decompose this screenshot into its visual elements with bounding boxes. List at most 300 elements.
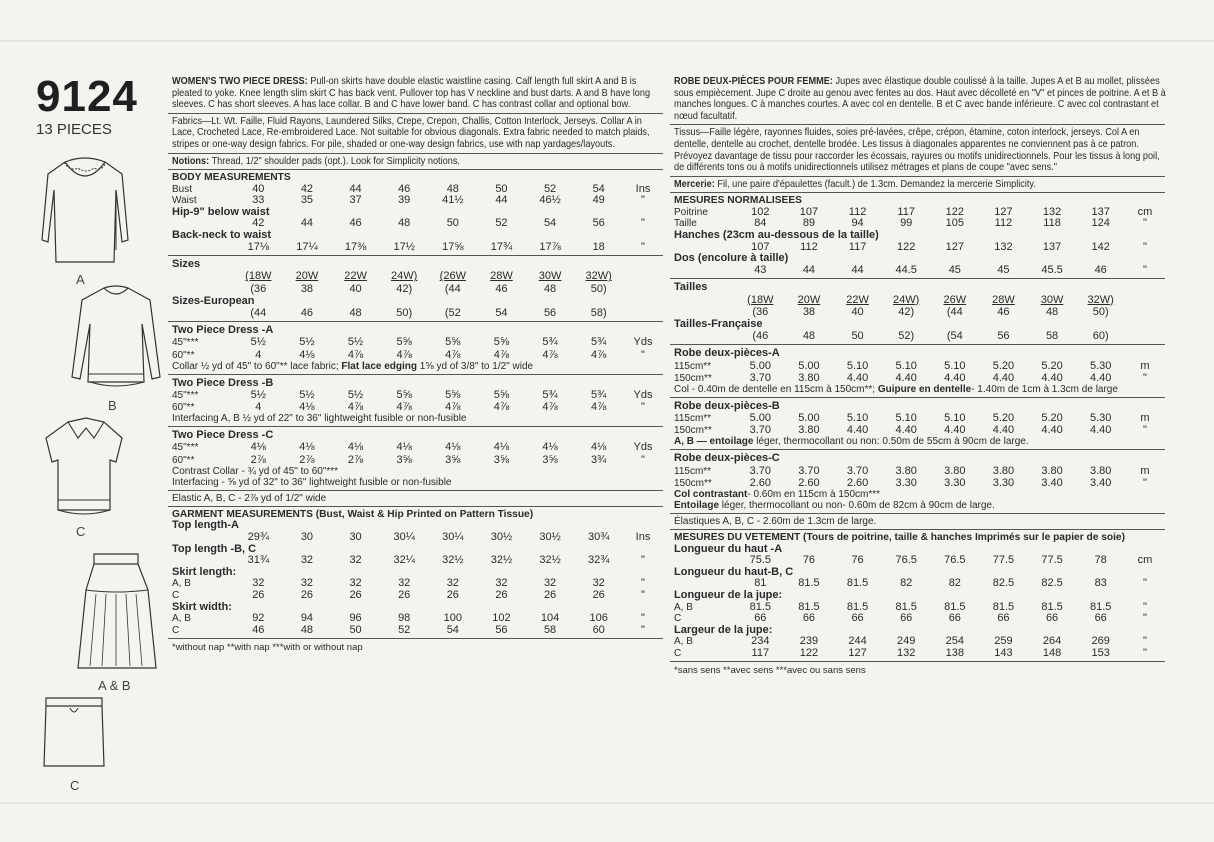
table-cell: 4⅞	[591, 401, 607, 414]
table-cell: cm	[1137, 205, 1153, 218]
table-cell: 4⅛	[347, 441, 364, 454]
metrage-a-fr	[670, 344, 1165, 397]
row-label: Longueur du haut -A	[674, 542, 783, 555]
table-cell: 60)	[1092, 330, 1109, 343]
table-cell: (26W	[439, 270, 466, 283]
table-cell: A, B	[674, 636, 693, 648]
table-cell: 3.80	[798, 371, 820, 384]
table-cell: 5¾	[542, 388, 558, 401]
table-cell: 107	[751, 240, 770, 253]
table-cell: Poitrine	[674, 206, 708, 218]
table-cell: "	[641, 577, 645, 590]
table-cell: 30¼	[442, 530, 464, 543]
view-b-top-drawing	[64, 282, 174, 402]
table-cell: 52	[495, 217, 508, 230]
table-cell: 28W	[992, 293, 1015, 306]
garment-measurements-en	[168, 506, 663, 638]
table-cell: 38	[300, 282, 314, 295]
table-cell: 48	[300, 623, 314, 636]
table-cell: 30¾	[587, 530, 610, 543]
footnote-fr: *sans sens **avec sens ***avec ou sans sens	[670, 661, 1165, 676]
table-cell: 4⅞	[542, 401, 558, 414]
table-cell: 5.30	[1089, 359, 1112, 372]
contrast-collar-note-en: Contrast Collar - ¾ yd of 45" to 60"***	[172, 465, 339, 477]
table-cell: 32	[349, 577, 362, 590]
table-cell: (54	[946, 330, 963, 343]
table-cell: 58	[543, 623, 557, 636]
table-cell: 32½	[490, 554, 513, 567]
table-cell: 150cm**	[674, 372, 712, 384]
table-cell: 54	[446, 623, 459, 636]
table-cell: 100	[443, 612, 462, 625]
table-cell: 3⅝	[445, 453, 461, 466]
table-cell: 5⅝	[396, 336, 412, 349]
table-cell: (44	[946, 305, 963, 318]
table-cell: 32½	[539, 554, 561, 567]
table-cell: 45.5	[1041, 263, 1063, 276]
table-row	[674, 330, 1165, 342]
table-row	[172, 532, 663, 544]
table-cell: 3.40	[1041, 476, 1063, 489]
table-cell: 26	[398, 588, 411, 601]
table-cell: "	[1143, 424, 1147, 437]
table-cell: 4⅛	[591, 441, 607, 454]
table-cell: 115cm**	[674, 360, 712, 372]
table-cell: 89	[802, 217, 816, 230]
sizes-label-en: Sizes	[172, 258, 201, 271]
table-cell: 98	[398, 612, 411, 625]
table-cell: 26	[300, 588, 314, 601]
table-cell: 46	[252, 623, 265, 636]
table-cell: Yds	[633, 336, 653, 349]
table-cell: 42	[252, 217, 265, 230]
note-text: Guipure en dentelle	[877, 383, 972, 395]
table-cell: 117	[751, 646, 770, 659]
table-cell: 3.80	[1041, 464, 1063, 477]
table-cell: 17⅝	[442, 240, 464, 253]
elastic-note-en: Elastic A, B, C - 2⅞ yd of 1/2" wide	[172, 492, 327, 504]
table-cell: 3.80	[1089, 464, 1112, 477]
body-measurements-en	[168, 169, 663, 255]
table-cell: 66	[997, 612, 1010, 625]
table-cell: 81.5	[846, 577, 869, 590]
table-cell: 32	[398, 577, 411, 590]
table-cell: 81	[754, 577, 767, 590]
note-text: Entoilage	[674, 500, 720, 512]
table-cell: 40	[349, 282, 362, 295]
table-row	[172, 613, 663, 625]
table-cell: 4	[255, 348, 262, 361]
table-cell: 5¾	[542, 336, 558, 349]
table-cell: 30½	[490, 530, 513, 543]
table-cell: 4⅛	[299, 441, 315, 454]
table-cell: 4.40	[992, 424, 1015, 437]
table-cell: 5½	[299, 336, 315, 349]
table-cell: 48	[802, 330, 816, 343]
table-cell: 66	[851, 612, 864, 625]
table-cell: 60"**	[172, 402, 195, 414]
table-cell: 45"***	[172, 337, 199, 349]
table-cell: C	[172, 589, 180, 601]
table-cell: (44	[250, 306, 267, 319]
table-cell: 50	[851, 330, 864, 343]
table-cell: 4⅛	[493, 441, 510, 454]
table-row	[172, 578, 663, 590]
table-cell: 4⅞	[445, 348, 461, 361]
table-cell: 76	[851, 554, 864, 567]
table-cell: 78	[1094, 554, 1107, 567]
row-label: Back-neck to waist	[172, 229, 272, 242]
table-cell: 54	[592, 182, 605, 195]
table-cell: 5⅝	[493, 388, 510, 401]
view-heading: Robe deux-pièces-C	[674, 452, 780, 465]
table-cell: 52	[398, 623, 411, 636]
notions-label-en: Notions:	[172, 155, 210, 167]
french-column	[670, 74, 1165, 676]
table-cell: (18W	[747, 293, 774, 306]
table-cell: 44.5	[895, 263, 917, 276]
table-cell: 82	[948, 577, 961, 590]
table-cell: 259	[994, 635, 1013, 648]
table-cell: 5⅝	[445, 336, 461, 349]
table-row	[674, 477, 1165, 489]
collar-note-en	[172, 361, 663, 372]
table-cell: 115cm**	[674, 465, 712, 477]
table-cell: "	[641, 240, 645, 253]
table-cell: "	[641, 217, 645, 230]
paper-crease	[0, 802, 1214, 804]
note-text: léger, thermocollant ou non: 0.50m de 55cm à 90cm de large.	[756, 436, 1029, 448]
table-cell: 26	[543, 588, 557, 601]
table-cell: 4.40	[1089, 424, 1112, 437]
table-cell: 132	[897, 646, 916, 659]
table-row	[172, 283, 663, 295]
table-row	[674, 294, 1165, 306]
table-cell: 3.30	[944, 476, 966, 489]
table-cell: 150cm**	[674, 425, 712, 437]
table-cell: 132	[1042, 205, 1062, 218]
table-cell: 3⅝	[493, 453, 510, 466]
table-cell: 122	[897, 240, 916, 253]
table-cell: 112	[994, 217, 1013, 230]
table-cell: 107	[799, 205, 819, 218]
table-cell: 18	[592, 240, 605, 253]
interfacing-c-note-en: Interfacing - ⅝ yd of 32" to 36" lightweight fusible or non-fusible	[172, 476, 452, 488]
table-cell: 42)	[396, 282, 413, 295]
table-cell: 4.40	[944, 424, 966, 437]
table-cell: 4⅞	[347, 348, 364, 361]
table-cell: "	[1143, 635, 1147, 648]
table-cell: (44	[444, 282, 461, 295]
col-contrast-note-fr	[674, 489, 1165, 500]
sizes-french-label: Tailles-Française	[674, 317, 763, 330]
note-text: Collar ½ yd of 45" to 60"** lace fabric;	[172, 360, 339, 372]
table-cell: A, B	[674, 601, 693, 613]
table-cell: 94	[300, 612, 314, 625]
table-cell: "	[1143, 476, 1147, 489]
table-cell: 35	[300, 194, 314, 207]
table-cell: m	[1140, 412, 1150, 425]
table-cell: 4.40	[846, 371, 869, 384]
table-cell: 5½	[299, 388, 315, 401]
table-cell: 5.00	[798, 412, 820, 425]
table-row	[172, 389, 663, 401]
table-cell: 2.60	[846, 476, 869, 489]
fabrics-label-fr: Tissus	[674, 127, 701, 139]
note-text: léger, thermocollant ou non- 0.60m de 82cm à 90cm de large.	[721, 500, 995, 512]
table-cell: C	[674, 647, 682, 659]
row-label: Skirt length:	[172, 565, 237, 578]
table-cell: 48	[1045, 305, 1059, 318]
table-cell: 40	[851, 305, 864, 318]
paper-crease	[0, 40, 1214, 42]
table-cell: 99	[900, 217, 913, 230]
sizes-label-fr: Tailles	[674, 281, 708, 294]
table-cell: 32	[495, 577, 508, 590]
table-cell: 32	[349, 554, 362, 567]
table-cell: 44	[300, 217, 314, 230]
table-cell: 102	[751, 205, 770, 218]
table-cell: Bust	[172, 183, 193, 195]
table-cell: 60"**	[172, 349, 195, 361]
view-heading: Two Piece Dress -C	[172, 429, 274, 442]
table-cell: 5.20	[1041, 412, 1063, 425]
table-cell: 118	[1043, 217, 1061, 230]
table-cell: (36	[752, 305, 769, 318]
pieces-count: 13 PIECES	[36, 121, 112, 138]
table-cell: "	[641, 401, 645, 414]
note-text: Flat lace edging	[341, 360, 417, 372]
table-cell: 82.5	[992, 577, 1015, 590]
view-heading: Two Piece Dress -B	[172, 376, 274, 389]
fabrics-label-en: Fabrics	[172, 115, 203, 127]
table-cell: 81.5	[944, 600, 966, 613]
table-cell: 239	[799, 635, 819, 648]
table-cell: 5.10	[895, 412, 917, 425]
note-text: - 1.40m de 1cm à 1.3cm de large	[971, 383, 1118, 395]
yardage-b-en	[168, 374, 663, 427]
table-cell: 17½	[393, 240, 415, 253]
table-cell: 3⅝	[396, 453, 412, 466]
table-cell: 4⅞	[347, 401, 364, 414]
view-heading: Two Piece Dress -A	[172, 324, 274, 337]
table-cell: 76.5	[895, 554, 917, 567]
table-row	[172, 307, 663, 319]
table-cell: 30¼	[393, 530, 415, 543]
table-cell: C	[674, 613, 682, 625]
elastiques-note-fr: Élastiques A, B, C - 2.60m de 1.3cm de large.	[674, 516, 877, 528]
metrage-b-fr	[670, 397, 1165, 450]
table-cell: 3.80	[895, 464, 917, 477]
description-text-fr: Jupes avec élastique double coulissé à la taille. Jupes A et B au mollet, plissées sous empiècement. Jupe C droite au genou avec fentes au dos. Haut avec décolleté en "V" et pinces de poitrine. A et B à manches longues. C à manches courtes. A avec col en dentelle. B et C avec bande inférieure. C avec col contrastant et nœud facultatif.	[674, 76, 1166, 122]
table-cell: 44	[802, 263, 816, 276]
fabrics-en	[168, 113, 663, 153]
table-cell: 2⅞	[299, 453, 315, 466]
table-cell: 5½	[347, 388, 364, 401]
table-cell: 39	[398, 194, 411, 207]
table-cell: 20W	[797, 293, 821, 306]
table-cell: 143	[994, 646, 1013, 659]
table-cell: 58)	[590, 306, 607, 319]
table-cell: 5.10	[895, 359, 917, 372]
table-cell: 45	[948, 263, 961, 276]
view-label: A & B	[98, 678, 131, 693]
table-cell: 254	[945, 635, 964, 648]
table-cell: 20W	[295, 270, 319, 283]
table-cell: 153	[1091, 646, 1110, 659]
table-cell: 54	[543, 217, 557, 230]
table-cell: 4.40	[1041, 424, 1063, 437]
table-cell: 17¾	[490, 240, 513, 253]
table-row	[674, 306, 1165, 318]
table-cell: 4.40	[1041, 371, 1063, 384]
table-cell: 60"**	[172, 454, 195, 466]
table-cell: 32½	[442, 554, 464, 567]
table-cell: (18W	[245, 270, 272, 283]
table-cell: 52)	[898, 330, 915, 343]
table-cell: 122	[945, 205, 964, 218]
table-cell: 5.20	[992, 412, 1015, 425]
table-cell: 82.5	[1041, 577, 1063, 590]
row-label: Largeur de la jupe:	[674, 623, 773, 636]
table-cell: "	[1143, 646, 1147, 659]
view-c-skirt-drawing	[40, 694, 110, 774]
row-label: Top length -B, C	[172, 542, 257, 555]
table-cell: 3¾	[591, 453, 607, 466]
table-cell: 4⅛	[250, 441, 266, 454]
table-cell: 81.5	[749, 600, 772, 613]
note-text: - 0.60m en 115cm à 150cm***	[747, 489, 881, 501]
view-label: B	[108, 398, 117, 413]
table-row	[172, 242, 663, 254]
table-cell: 102	[492, 612, 511, 625]
table-cell: 44	[349, 182, 362, 195]
table-row	[674, 613, 1165, 625]
table-cell: 41½	[442, 194, 464, 207]
table-cell: 124	[1091, 217, 1110, 230]
table-cell: 3.70	[749, 464, 772, 477]
table-cell: 81.5	[895, 600, 917, 613]
table-cell: 269	[1091, 635, 1110, 648]
table-cell: 105	[945, 217, 964, 230]
table-cell: 264	[1042, 635, 1062, 648]
table-cell: (36	[250, 282, 267, 295]
table-cell: 92	[252, 612, 265, 625]
table-cell: "	[641, 588, 645, 601]
table-cell: m	[1140, 464, 1150, 477]
table-cell: 81.5	[1089, 600, 1112, 613]
elastic-en	[168, 490, 663, 506]
table-cell: 104	[540, 612, 560, 625]
title-en: WOMEN'S TWO PIECE DRESS:	[172, 76, 308, 87]
table-cell: "	[641, 194, 645, 207]
table-cell: 46	[495, 282, 508, 295]
table-cell: A, B	[172, 578, 191, 590]
table-cell: 4⅞	[396, 401, 412, 414]
view-label: C	[70, 778, 80, 793]
table-row	[172, 441, 663, 453]
table-cell: 3⅝	[542, 453, 558, 466]
table-cell: 122	[799, 646, 819, 659]
table-cell: 4.40	[895, 371, 917, 384]
fabrics-text-en: —Lt. Wt. Faille, Fluid Rayons, Laundered Silks, Crepe, Crepon, Challis, Cotton Interlock, Jerseys. Collar A in Lace, Crocheted Lace, Re-embroidered Lace. Not suitable for obvious diagonals. Extra fabric needed to match plaids, stripes or one-way design fabrics. For pile, shaded or one-way design fabrics, use with nap yardages/layouts.	[172, 115, 650, 150]
garment-measurements-fr	[670, 529, 1165, 661]
table-cell: 5⅝	[493, 336, 510, 349]
table-cell: 5.20	[1041, 359, 1063, 372]
table-cell: 3.80	[798, 424, 820, 437]
table-cell: 17⅜	[344, 240, 367, 253]
table-cell: 5.30	[1089, 412, 1112, 425]
table-cell: 32	[252, 577, 265, 590]
entoilage-note-fr	[674, 436, 1165, 447]
elastiques-fr	[670, 513, 1165, 529]
table-cell: 3.70	[749, 371, 772, 384]
note-text: A, B — entoilage	[674, 436, 754, 448]
table-cell: 4⅞	[445, 401, 461, 414]
table-cell: 4⅛	[445, 441, 461, 454]
table-cell: 76	[802, 554, 816, 567]
table-row	[172, 336, 663, 348]
table-cell: "	[641, 554, 645, 567]
table-cell: 83	[1094, 577, 1107, 590]
table-cell: 81.5	[798, 577, 820, 590]
table-cell: 5¾	[591, 336, 607, 349]
description-en	[168, 74, 663, 113]
table-cell: 5.10	[846, 359, 869, 372]
table-cell: 46	[398, 182, 411, 195]
table-cell: 81.5	[1041, 600, 1063, 613]
table-cell: 3.70	[749, 424, 772, 437]
notions-text-fr: Fil, une paire d'épaulettes (facult.) de 1.3cm. Demandez la mercerie Simplicity.	[717, 178, 1036, 190]
table-cell: 3.80	[992, 464, 1015, 477]
table-cell: 50	[446, 217, 459, 230]
table-cell: 43	[754, 263, 767, 276]
garment-title-en: GARMENT MEASUREMENTS (Bust, Waist & Hip Printed on Pattern Tissue)	[172, 508, 534, 520]
table-cell: 117	[897, 205, 915, 218]
table-cell: 45	[997, 263, 1010, 276]
table-cell: 127	[945, 240, 964, 253]
table-cell: 48	[446, 182, 459, 195]
table-cell: 52	[543, 182, 557, 195]
table-cell: 5.10	[944, 412, 966, 425]
table-cell: 66	[948, 612, 961, 625]
table-cell: 3.40	[1089, 476, 1112, 489]
table-cell: 4⅞	[493, 401, 510, 414]
table-cell: Ins	[635, 182, 651, 195]
table-cell: 24W)	[893, 293, 920, 306]
table-cell: C	[172, 624, 180, 636]
table-row	[172, 454, 663, 466]
table-cell: Yds	[633, 441, 653, 454]
table-cell: 22W	[344, 270, 367, 283]
table-cell: 2⅞	[347, 453, 364, 466]
table-row	[172, 401, 663, 413]
table-cell: 50)	[1092, 305, 1109, 318]
table-cell: 249	[897, 635, 916, 648]
table-cell: 30½	[539, 530, 561, 543]
title-fr: ROBE DEUX-PIÈCES POUR FEMME:	[674, 76, 833, 87]
table-cell: 4.40	[992, 371, 1015, 384]
table-cell: "	[641, 453, 645, 466]
table-cell: 50)	[396, 306, 413, 319]
notions-fr	[670, 176, 1165, 193]
table-cell: 4⅛	[299, 401, 315, 414]
table-cell: 115cm**	[674, 413, 712, 425]
table-cell: 45"***	[172, 442, 199, 454]
table-cell: (46	[752, 330, 769, 343]
table-cell: 117	[848, 240, 867, 253]
table-cell: 5½	[250, 388, 266, 401]
